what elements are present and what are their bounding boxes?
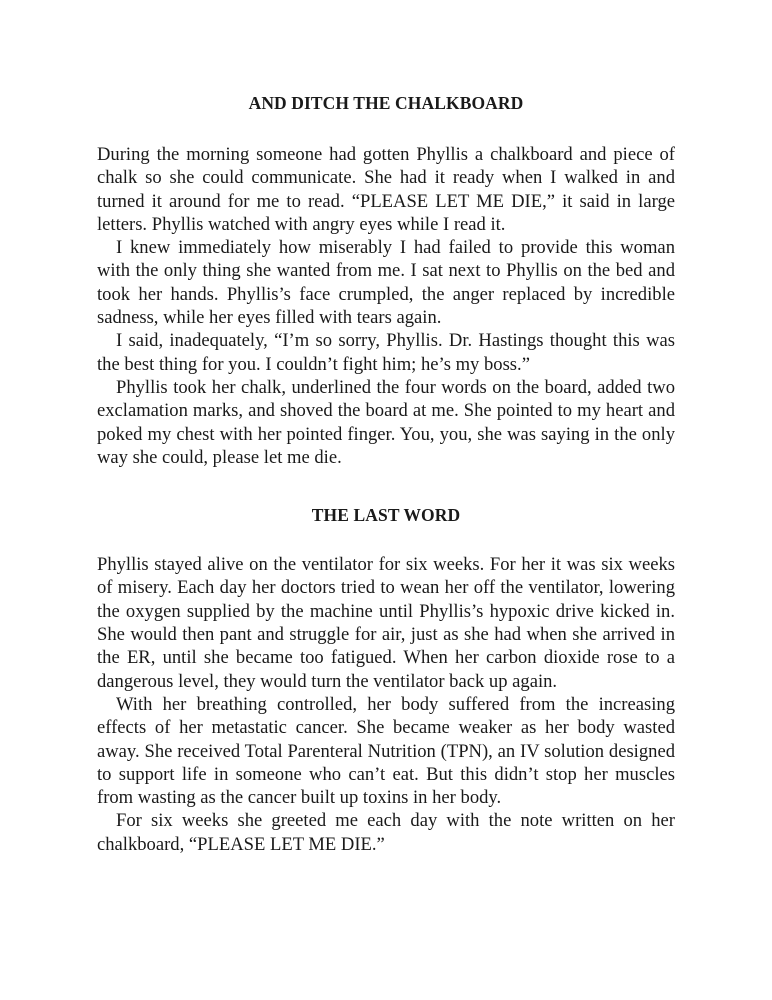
body-paragraph: During the morning someone had gotten Phyllis a chalkboard and piece of chalk so she could communicate. She had it ready when I walked in and turned it around for me to read. “PLEASE LET ME DIE,” it said in large letters. Phyllis watched with angry eyes while I read it. — [97, 144, 675, 235]
section-heading: AND DITCH THE CHALKBOARD — [248, 93, 524, 113]
body-paragraph: I knew immediately how miserably I had failed to provide this woman with the only thing she wanted from me. I sat next to Phyllis on the bed and took her hands. Phyllis’s face crumpled, the anger replaced by incredible sadness, while her eyes filled with tears again. — [97, 237, 675, 329]
body-paragraph: Phyllis stayed alive on the ventilator for six weeks. For her it was six weeks of misery. Each day her doctors tried to wean her off the ventilator, lowering the oxygen supplied by the machine until Phyllis’s hypoxic drive kicked in. She would then pant and struggle for air, just as she had when she arrived in the ER, until she became too fatigued. When her carbon dioxide rose to a dangerous level, they would turn the ventilator back up again. — [97, 554, 675, 692]
section-heading: THE LAST WORD — [311, 505, 461, 526]
body-paragraph: Phyllis took her chalk, underlined the four words on the board, added two exclamation marks, and shoved the board at me. She pointed to my heart and poked my chest with her pointed finger. You, you, she was saying in the only way she could, please let me die. — [97, 376, 675, 468]
body-paragraph: With her breathing controlled, her body suffered from the increasing effects of her metastatic cancer. She became weaker as her body wasted away. She received Total Parenteral Nutrition (TPN), an IV solution designed to support life in someone who can’t eat. But this didn’t stop her muscles from wasting as the cancer built up toxins in her body. — [97, 693, 675, 809]
document-page — [97, 92, 675, 856]
body-paragraph: For six weeks she greeted me each day with the note written on her chalkboard, “PLEASE LET ME DIE.” — [97, 810, 675, 855]
body-paragraph: I said, inadequately, “I’m so sorry, Phyllis. Dr. Hastings thought this was the best thing for you. I couldn’t fight him; he’s my boss.” — [97, 330, 675, 375]
